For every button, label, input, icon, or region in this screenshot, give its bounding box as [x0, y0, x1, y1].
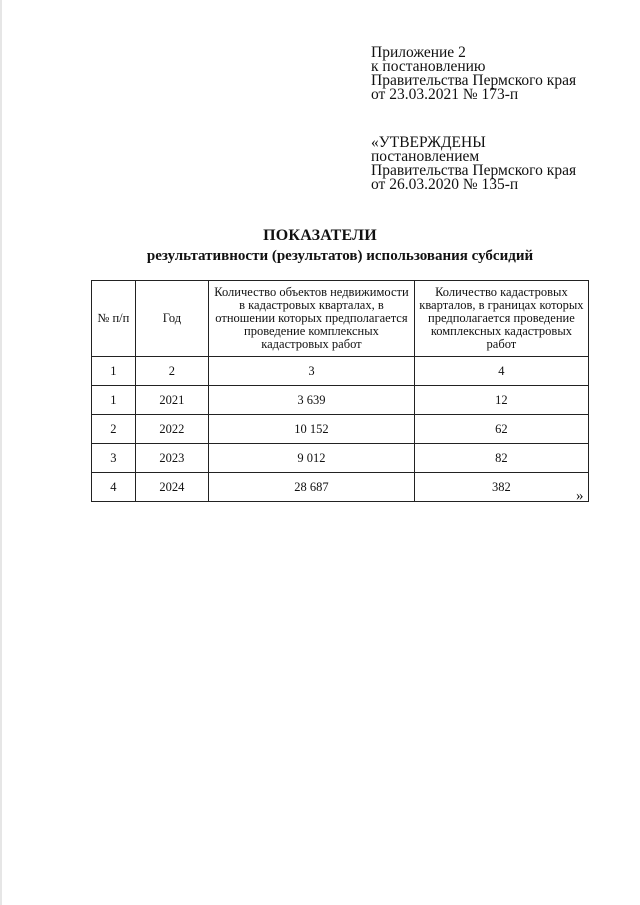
cell-objects: 28 687	[209, 473, 415, 502]
cell-year: 2023	[135, 444, 208, 473]
document-subtitle: результативности (результатов) использования субсидий	[146, 248, 534, 264]
table-header-row	[92, 281, 589, 357]
approved-line-2: постановлением	[371, 148, 480, 165]
closing-quote: »	[576, 488, 584, 504]
appendix-line-4: от 23.03.2021 № 173-п	[371, 86, 519, 103]
cell-quarters: 62	[414, 415, 588, 444]
appendix-reference	[371, 46, 621, 102]
appendix-line-1: Приложение 2	[371, 44, 466, 61]
cell-year: 2	[135, 357, 208, 386]
cell-quarters: 4	[414, 357, 588, 386]
cell-year: 2024	[135, 473, 208, 502]
approved-line-4: от 26.03.2020 № 135-п	[371, 176, 519, 193]
document-title: ПОКАЗАТЕЛИ	[263, 227, 377, 244]
header-number: № п/п	[92, 281, 136, 357]
cell-number: 3	[92, 444, 136, 473]
cell-number: 1	[92, 357, 136, 386]
cell-number: 2	[92, 415, 136, 444]
cell-objects: 3 639	[209, 386, 415, 415]
header-quarters-count: Количество кадастровых кварталов, в границах которых предполагается проведение комплексных кадастровых работ	[414, 281, 588, 357]
page-edge	[0, 0, 2, 905]
appendix-line-2: к постановлению	[371, 58, 486, 75]
cell-objects: 10 152	[209, 415, 415, 444]
table-row	[92, 386, 589, 415]
header-year: Год	[135, 281, 208, 357]
cell-number: 4	[92, 473, 136, 502]
cell-quarters: 82	[414, 444, 588, 473]
cell-objects: 3	[209, 357, 415, 386]
cell-year: 2021	[135, 386, 208, 415]
header-objects-count: Количество объектов недвижимости в кадастровых кварталах, в отношении которых предполагается проведение комплексных кадастровых работ	[209, 281, 415, 357]
approval-reference	[371, 136, 621, 192]
cell-objects: 9 012	[209, 444, 415, 473]
table-row	[92, 444, 589, 473]
appendix-line-3: Правительства Пермского края	[371, 72, 577, 89]
cell-quarters: 12	[414, 386, 588, 415]
indicators-table	[91, 280, 589, 502]
cell-year: 2022	[135, 415, 208, 444]
table-row	[92, 473, 589, 502]
table-row	[92, 415, 589, 444]
table-row	[92, 357, 589, 386]
cell-number: 1	[92, 386, 136, 415]
approved-line-3: Правительства Пермского края	[371, 162, 577, 179]
cell-quarters: 382	[414, 473, 588, 502]
approved-line-1: «УТВЕРЖДЕНЫ	[371, 134, 486, 151]
